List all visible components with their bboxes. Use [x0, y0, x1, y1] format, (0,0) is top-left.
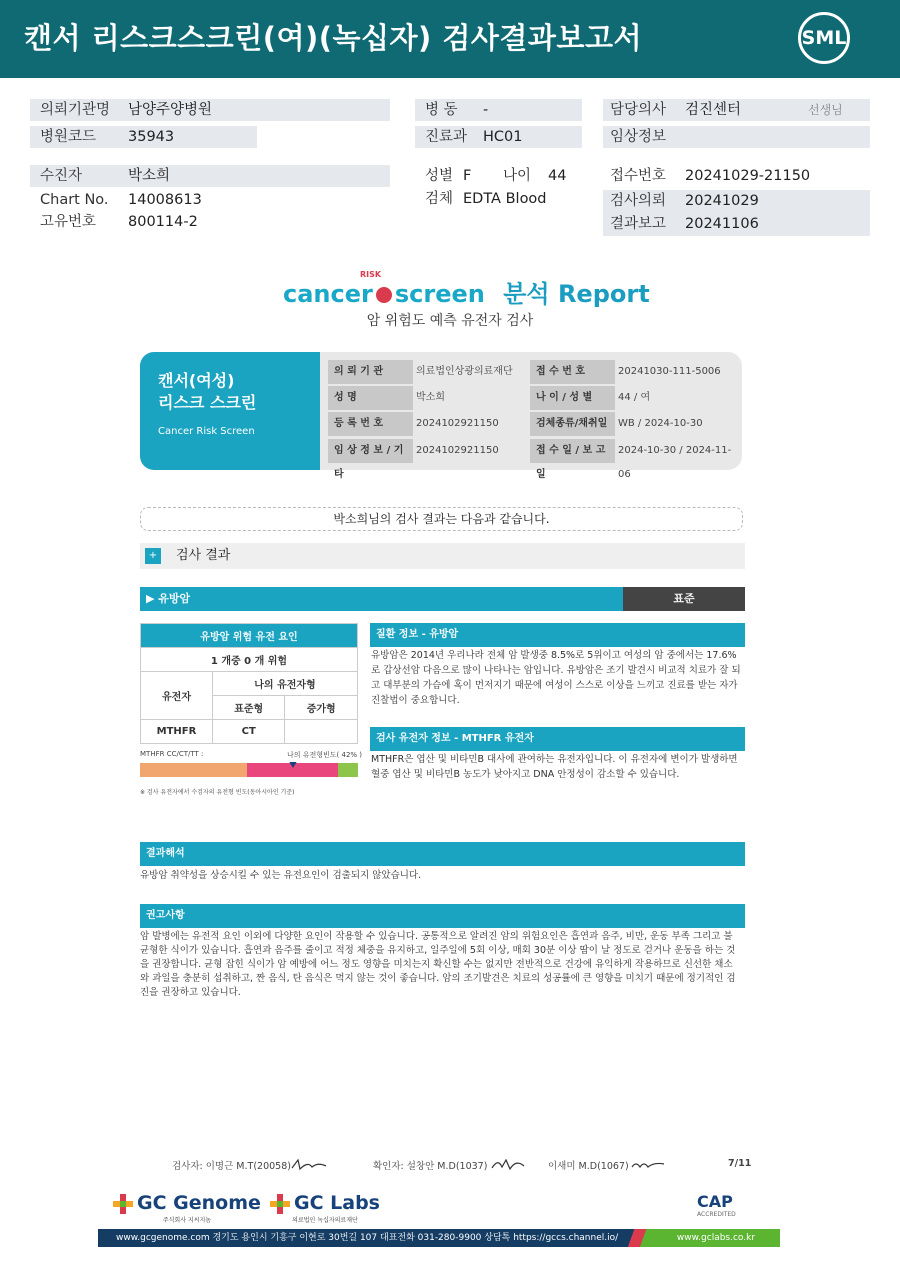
doctor-label: 담당의사: [610, 102, 667, 118]
report-value: 20241106: [685, 216, 759, 232]
dept-label: 진료과: [425, 129, 468, 145]
footer-stripe: [624, 1229, 652, 1247]
report-label: 결과보고: [610, 216, 667, 232]
footer-bar: [98, 1229, 780, 1247]
result-intro-note: 박소희님의 검사 결과는 다음과 같습니다.: [140, 507, 743, 531]
age-value: 44: [548, 168, 567, 184]
card-cell: [530, 386, 730, 410]
uid-row: [30, 211, 330, 233]
card-title-2: 리스크 스크린: [158, 393, 257, 412]
gc-labs-name: GC Labs: [294, 1192, 380, 1214]
card-key: 나 이 / 성 별: [530, 386, 615, 410]
my-genotype-header: 나의 유전자형: [213, 672, 358, 696]
gc-cross-icon: [270, 1194, 290, 1214]
card-value: 20241030-111-5006: [618, 366, 721, 377]
tester-signature: 검사자: 이명근 M.T(20058): [172, 1161, 291, 1172]
standard-value: CT: [213, 720, 285, 744]
logo-risk: RISK: [360, 270, 382, 279]
tester-signature-image: [290, 1158, 330, 1172]
interpretation-title: 결과해석: [140, 842, 745, 866]
freq-footnote: ※ 검사 유전자에서 수검자의 유전형 빈도(동아시아인 기준): [140, 789, 295, 796]
gc-genome-name: GC Genome: [137, 1192, 261, 1214]
confirm-signature: 확인자: 설창안 M.D(1037): [373, 1161, 488, 1172]
sex-age-row: [415, 165, 595, 187]
hospital-code-value: 35943: [128, 129, 175, 145]
card-key: 접 수 일 / 보 고 일: [530, 439, 615, 463]
receipt-label: 접수번호: [610, 168, 667, 184]
logo-screen: screen: [394, 280, 485, 308]
header-bar: [0, 0, 900, 78]
age-label: 나이: [503, 168, 532, 184]
card-title-panel: [140, 352, 320, 470]
freq-left-label: MTHFR CC/CT/TT :: [140, 750, 204, 758]
card-cell: [530, 439, 740, 480]
card-value: 박소희: [416, 392, 445, 403]
institution-label: 의뢰기관명: [40, 102, 111, 118]
ward-row: [415, 99, 582, 121]
freq-right-label: 나의 유전형빈도( 42% ): [287, 751, 363, 759]
card-value: 2024102921150: [416, 418, 499, 429]
cancer-screen-logo: [283, 270, 650, 309]
card-value: 2024-10-30 / 2024-11-06: [618, 445, 732, 480]
logo-report: 분석 Report: [503, 280, 650, 308]
sml-logo: SML: [798, 12, 850, 64]
gc-genome-sub: 주식회사 지씨지놈: [162, 1217, 212, 1224]
dept-row: [415, 126, 582, 148]
genotype-frequency-bar: [140, 762, 360, 777]
chart-label: Chart No.: [40, 192, 109, 208]
patient-value: 박소희: [128, 168, 171, 184]
dept-value: HC01: [483, 129, 523, 145]
standard-header: 표준형: [213, 696, 285, 720]
chart-row: [30, 189, 330, 211]
recommend-title: 권고사항: [140, 904, 745, 928]
increased-value: [285, 720, 358, 744]
gene-info-text: MTHFR은 엽산 및 비타민B 대사에 관여하는 유전자입니다. 이 유전자에 변이가 발생하면 혈중 엽산 및 비타민B 농도가 낮아지고 DNA 안정성이 감소할 수 있습니다.: [371, 754, 738, 780]
doctor-suffix: 선생님: [808, 103, 843, 117]
ward-label: 병 동: [425, 102, 458, 118]
card-cell: [530, 412, 730, 436]
disease-info-text: 유방암은 2014년 우리나라 전체 암 발생중 8.5%로 5위이고 여성의 암 중에서는 17.6%로 갑상선암 다음으로 많이 나타나는 암입니다. 유방암은 조기 발견시 비교적 치료가 잘 되고 대부분의 가슴에 혹이 먼저지기 때문에 여성이 스스로 이상을 느끼고 진료를 받는 자가 진찰법이 중요합니다.: [371, 650, 741, 706]
patient-card: [140, 352, 742, 480]
logo-subtitle: 암 위험도 예측 유전자 검사: [366, 313, 534, 329]
card-value: WB / 2024-10-30: [618, 418, 703, 429]
card-key: 등 록 번 호: [328, 412, 413, 436]
specimen-row: [415, 188, 595, 210]
card-value: 44 / 여: [618, 392, 651, 403]
section-header-results: [140, 543, 745, 569]
uid-value: 800114-2: [128, 214, 198, 230]
receipt-row: [603, 165, 870, 187]
cap-name: CAP: [697, 1192, 733, 1211]
card-cell: [328, 360, 528, 384]
specimen-value: EDTA Blood: [463, 191, 547, 207]
risk-table-summary: 1 개중 0 개 위험: [141, 648, 358, 672]
folder-icon: +: [145, 548, 161, 564]
hospital-code-label: 병원코드: [40, 129, 97, 145]
gc-cross-icon: [113, 1194, 133, 1214]
request-value: 20241029: [685, 193, 759, 209]
cap-sub: ACCREDITED: [697, 1211, 736, 1218]
confirm2-signature: 이새미 M.D(1067): [548, 1161, 629, 1172]
recommend-text: 암 발병에는 유전적 요인 이외에 다양한 요인이 작용할 수 있습니다. 공통적으로 알려진 암의 위험요인은 흡연과 음주, 비만, 운동 부족 그리고 불균형한 식이가 있습니다. 흡연과 음주를 줄이고 적정 체중을 유지하고, 일주일에 5회 이상, 매회 30분 이상 땀이 날 정도로 걷거나 운동을 하는 것을 권장합니다. 균형 잡힌 식이가 암 예방에 어느 정도 영향을 미치는지 확신할 수는 없지만 전반적으로 건강에 유익하게 작용하므로 신선한 채소와 과일을 충분히 섭취하고, 짠 음식, 탄 음식은 먹지 않는 것이 좋습니다. 암의 조기발견은 치료의 성공률에 큰 영향을 미치기 때문에 정기적인 검진을 권장하고 있습니다.: [140, 931, 736, 998]
receipt-value: 20241029-21150: [685, 168, 811, 184]
confirm2-signature-image: [630, 1159, 666, 1171]
gc-labs-sub: 의료법인 녹십자의료재단: [292, 1217, 358, 1224]
card-key: 의 뢰 기 관: [328, 360, 413, 384]
card-cell: [328, 412, 528, 436]
disease-info-title: 질환 정보 - 유방암: [370, 623, 745, 647]
risk-table-title: 유방암 위험 유전 요인: [141, 624, 358, 648]
patient-row: [30, 165, 390, 187]
card-key: 성 명: [328, 386, 413, 410]
request-label: 검사의뢰: [610, 193, 667, 209]
page-title: 캔서 리스크스크린(여)(녹십자) 검사결과보고서: [24, 21, 642, 55]
logo-cancer: cancer: [283, 280, 373, 308]
institution-value: 남양주양병원: [128, 102, 213, 118]
card-value: 의료법인상광의료재단: [416, 366, 513, 377]
card-cell: [328, 386, 528, 410]
gene-name: MTHFR: [141, 720, 213, 744]
footer-site-link[interactable]: www.gclabs.co.kr: [652, 1229, 780, 1247]
freq-segment-tt: [338, 763, 358, 777]
cap-accredited-logo: [697, 1192, 736, 1218]
card-cell: [328, 439, 528, 480]
gene-info-title: 검사 유전자 정보 - MTHFR 유전자: [370, 727, 745, 751]
institution-row: [30, 99, 390, 121]
chart-value: 14008613: [128, 192, 202, 208]
clinical-row: [603, 126, 870, 148]
confirm-signature-image: [490, 1157, 528, 1172]
logo-plus-icon: [376, 287, 392, 303]
clinical-label: 임상정보: [610, 129, 667, 145]
gc-genome-logo: [113, 1192, 261, 1224]
ward-value: -: [483, 102, 489, 118]
card-key: 접 수 번 호: [530, 360, 615, 384]
cancer-name-bar: ▶ 유방암: [140, 587, 623, 611]
card-cell: [530, 360, 730, 384]
freq-segment-cc: [140, 763, 247, 777]
card-key: 임 상 정 보 / 기 타: [328, 439, 413, 463]
sex-value: F: [463, 168, 472, 184]
uid-label: 고유번호: [40, 214, 97, 230]
card-key: 검체종류/채취일: [530, 412, 615, 436]
card-title-1: 캔서(여성): [158, 371, 235, 390]
specimen-label: 검체: [425, 191, 454, 207]
risk-factor-table: [140, 623, 358, 744]
gc-labs-logo: [270, 1192, 380, 1224]
request-report-block: [603, 190, 870, 236]
section-title: 검사 결과: [176, 548, 231, 563]
interpretation-text: 유방암 취약성을 상승시킬 수 있는 유전요인이 검출되지 않았습니다.: [140, 870, 422, 881]
gene-header: 유전자: [141, 672, 213, 720]
card-title-en: Cancer Risk Screen: [158, 426, 255, 437]
hospital-code-row: [30, 126, 257, 148]
sex-label: 성별: [425, 168, 454, 184]
patient-label: 수진자: [40, 168, 83, 184]
increased-header: 증가형: [285, 696, 358, 720]
cancer-status-badge: 표준: [623, 587, 745, 611]
card-value: 2024102921150: [416, 445, 499, 456]
footer-address: www.gcgenome.com 경기도 용인시 기흥구 이현로 30번길 107 대표전화 031-280-9900 상담톡 https://gccs.channel.io/: [116, 1233, 619, 1243]
doctor-row: [603, 99, 870, 121]
doctor-value: 검진센터: [685, 102, 742, 118]
page-number: 7/11: [728, 1158, 752, 1169]
